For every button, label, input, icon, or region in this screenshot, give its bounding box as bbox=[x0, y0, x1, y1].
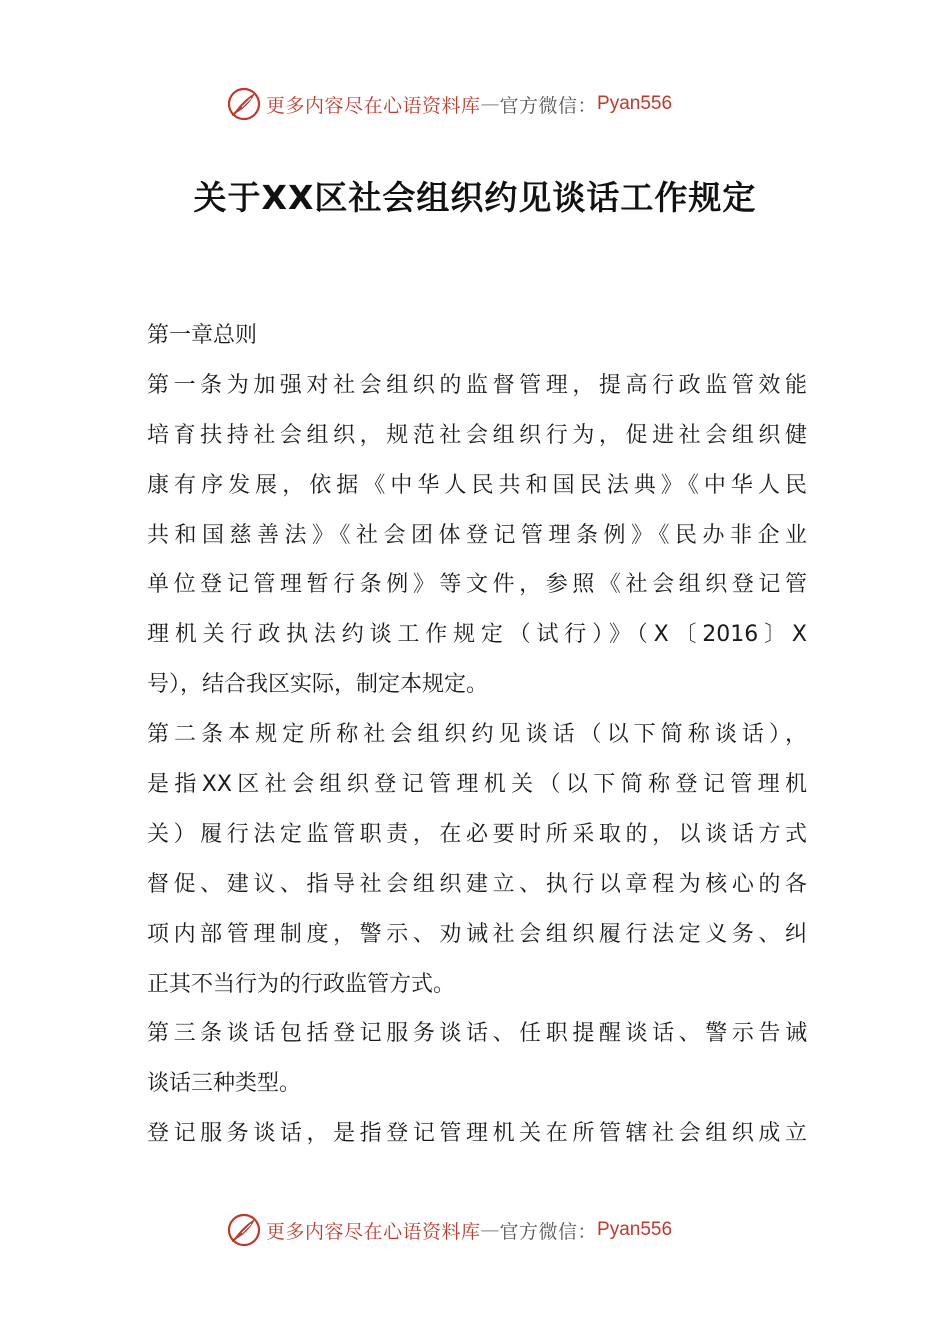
body-text-line: 登记服务谈话，是指登记管理机关在所管辖社会组织成立 bbox=[147, 1121, 807, 1147]
body-text-line: 共和国慈善法》《社会团体登记管理条例》《民办非企业 bbox=[147, 522, 807, 548]
banner-wechat-label: 官方微信： bbox=[499, 1220, 598, 1243]
banner-wechat-id: Pyan556 bbox=[597, 93, 673, 114]
banner-dash: — bbox=[480, 1219, 500, 1241]
banner-wechat-id: Pyan556 bbox=[597, 1219, 673, 1240]
quill-pen-logo-icon bbox=[226, 1212, 262, 1248]
quill-pen-logo-icon bbox=[226, 86, 262, 122]
header-banner bbox=[226, 84, 746, 124]
body-text-line: 第二条本规定所称社会组织约见谈话（以下简称谈话）， bbox=[147, 722, 807, 748]
body-text-line: 项内部管理制度，警示、劝诫社会组织履行法定义务、纠 bbox=[147, 921, 807, 947]
body-text-line: 第一章总则 bbox=[147, 323, 258, 348]
body-text-line: 正其不当行为的行政监管方式。 bbox=[147, 971, 456, 997]
body-text-line: 第一条为加强对社会组织的监督管理，提高行政监管效能 bbox=[147, 372, 807, 398]
banner-wechat-label: 官方微信： bbox=[499, 94, 598, 117]
body-text-line: 单位登记管理暂行条例》等文件，参照《社会组织登记管 bbox=[147, 572, 807, 598]
body-text-line: 康有序发展，依据《中华人民共和国民法典》《中华人民 bbox=[147, 472, 807, 498]
body-text-line: 督促、建议、指导社会组织建立、执行以章程为核心的各 bbox=[147, 871, 807, 897]
body-text-line: 号），结合我区实际，制定本规定。 bbox=[147, 672, 489, 698]
banner-brand-text: 更多内容尽在心语资料库 bbox=[266, 1220, 481, 1243]
banner-brand-text: 更多内容尽在心语资料库 bbox=[266, 94, 481, 117]
body-text-line: 是指XX区社会组织登记管理机关（以下简称登记管理机 bbox=[147, 772, 807, 798]
banner-dash: — bbox=[480, 93, 500, 115]
document-title: 关于XX区社会组织约见谈话工作规定 bbox=[193, 178, 757, 217]
body-text-line: 第三条谈话包括登记服务谈话、任职提醒谈话、警示告诫 bbox=[147, 1021, 807, 1047]
body-text-line: 谈话三种类型。 bbox=[147, 1071, 302, 1097]
body-text-line: 培育扶持社会组织，规范社会组织行为，促进社会组织健 bbox=[147, 422, 807, 448]
document-body bbox=[147, 311, 807, 1159]
body-text-line: 理机关行政执法约谈工作规定（试行）》（X〔2016〕X bbox=[147, 622, 807, 648]
footer-banner bbox=[226, 1210, 746, 1250]
body-text-line: 关）履行法定监管职责，在必要时所采取的，以谈话方式 bbox=[147, 821, 807, 847]
